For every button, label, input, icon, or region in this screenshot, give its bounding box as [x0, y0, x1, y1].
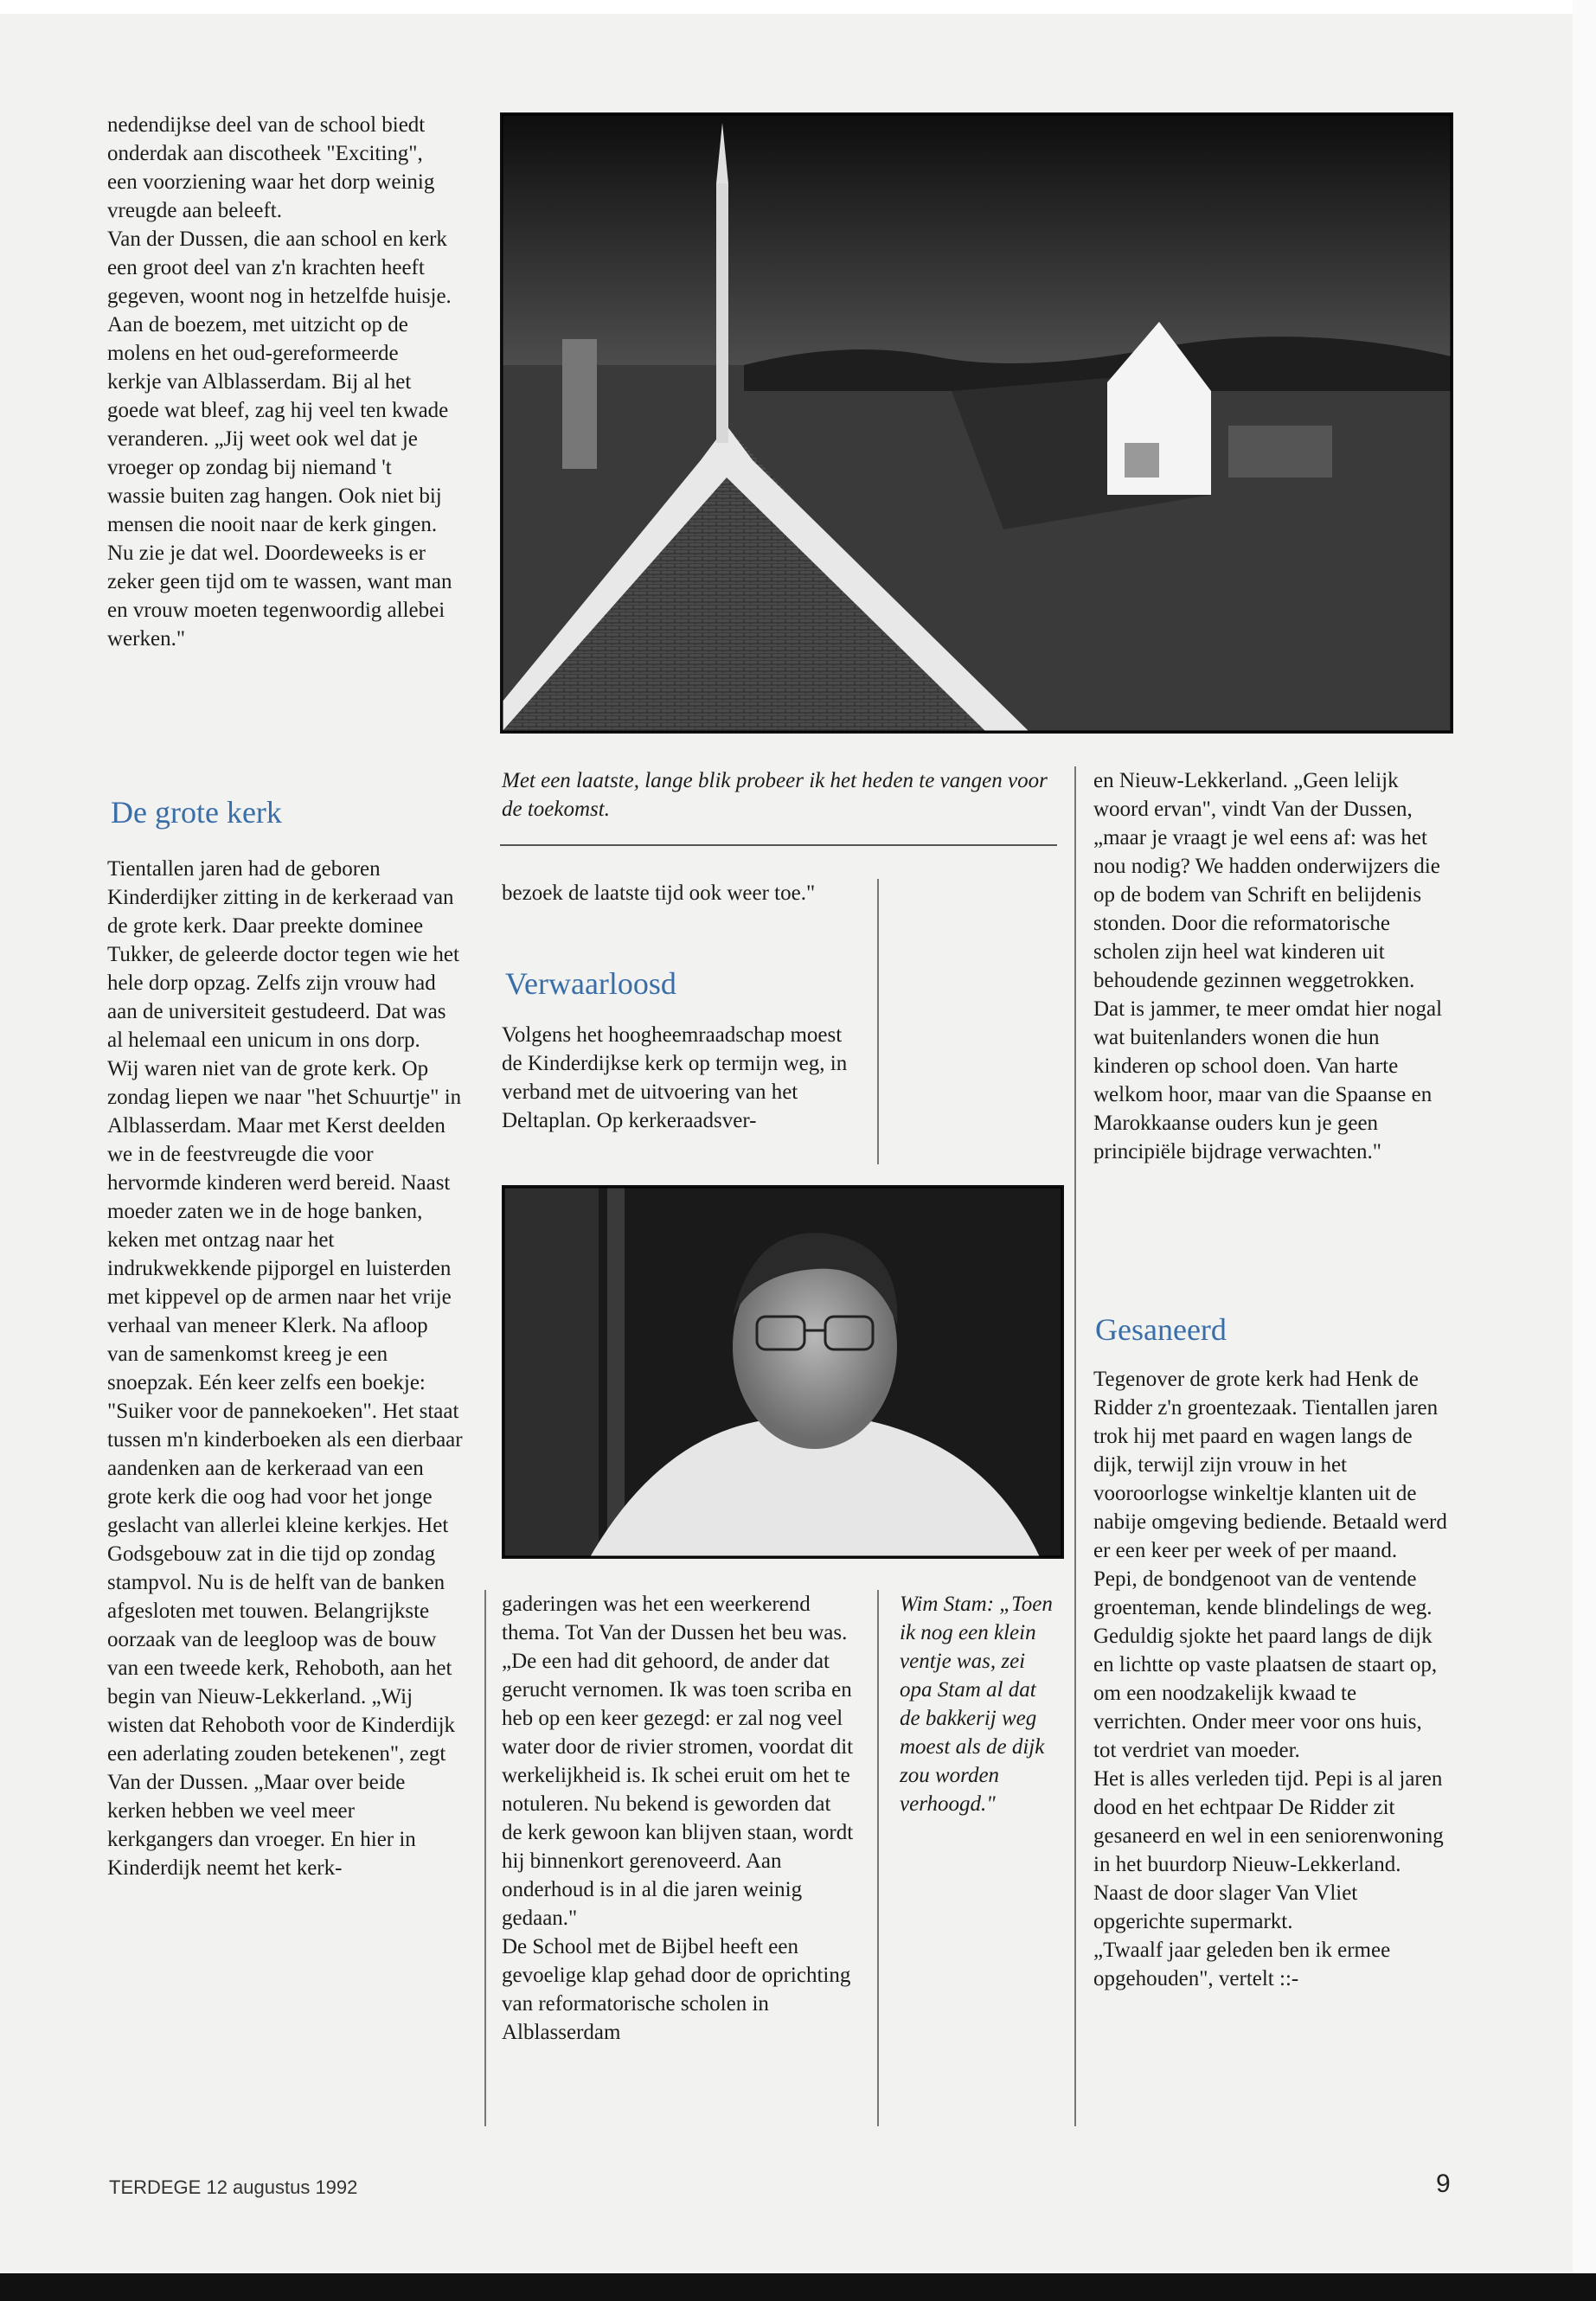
photo-caption: Met een laatste, lange blik probeer ik het heden te vangen voor de toekomst.: [502, 769, 1048, 821]
middle-paragraph-4: De School met de Bijbel heeft een gevoelige klap gehad door de oprichting van reformatorische scholen in Alblasserdam: [502, 1935, 851, 2044]
right-column-lower: [1093, 1365, 1448, 1993]
left-paragraph-3: Tientallen jaren had de geboren Kinderdijker zitting in de kerkeraad van de grote kerk. Daar preekte dominee Tukker, de geleerde doctor tegen wie het hele dorp opzag. Zelfs zijn vrouw had aan de universiteit gestudeerd. Dat was al helemaal een unicum in ons dorp.: [107, 857, 459, 1052]
rooftops-image: [502, 114, 1452, 732]
middle-lower-text: [502, 1590, 856, 2047]
middle-top-rule: [877, 879, 879, 1164]
page-number: 9: [1436, 2170, 1451, 2198]
rooftops-photo: [500, 112, 1453, 734]
middle-paragraph-1: bezoek de laatste tijd ook weer toe.": [502, 881, 816, 905]
middle-left-rule: [484, 1590, 486, 2126]
portrait-photo: [502, 1185, 1064, 1559]
heading-gesaneerd: Gesaneerd: [1095, 1312, 1227, 1347]
middle-right-rule: [877, 1590, 879, 2126]
left-paragraph-2: Van der Dussen, die aan school en kerk een groot deel van z'n krachten heeft gegeven, woont nog in hetzelfde huisje. Aan de boezem, met uitzicht op de molens en het oud-gereformeerde kerkje van Alblasserdam. Bij al het goede wat bleef, zag hij veel ten kwade veranderen. „Jij weet ook wel dat je vroeger op zondag bij niemand 't wassie buiten zag hangen. Ook niet bij mensen die nooit naar de kerk gingen. Nu zie je dat wel. Doordeweeks is er zeker geen tijd om te wassen, want man en vrouw moeten tegenwoordig allebei werken.": [107, 228, 452, 651]
right-paragraph-4: Het is alles verleden tijd. Pepi is al jaren dood en het echtpaar De Ridder zit gesaneerd en wel in een seniorenwoning in het buurdorp Nieuw-Lekkerland. Naast de door slager Van Vliet opgerichte supermarkt.: [1093, 1767, 1444, 1933]
right-paragraph-2: Tegenover de grote kerk had Henk de Ridder z'n groentezaak. Tientallen jaren trok hij met paard en wagen langs de dijk, terwijl zijn vrouw in het vooroorlogse winkeltje klanten uit de nabije omgeving bediende. Betaald werd er een keer per week of per maand.: [1093, 1368, 1447, 1562]
right-column: [1093, 766, 1448, 1166]
left-column: [107, 111, 453, 653]
heading-verwaarloosd: Verwaarloosd: [505, 966, 676, 1001]
left-column-lower: [107, 855, 464, 1882]
middle-verwaarloosd-text: [502, 1021, 856, 1135]
middle-top-text: [502, 879, 848, 907]
scan-bottom-edge: [0, 2273, 1596, 2301]
middle-paragraph-2: Volgens het hoogheemraadschap moest de Kinderdijkse kerk op termijn weg, in verband met de uitvoering van het Deltaplan. Op kerkeraadsver-: [502, 1023, 848, 1132]
right-paragraph-3: Pepi, de bondgenoot van de ventende groenteman, kende blindelings de weg. Geduldig sjokte het paard langs de dijk en lichtte op vaste plaatsen de staart op, om een noodzakelijk kwaad te verrichten. Onder meer voor ons huis, tot verdriet van moeder.: [1093, 1567, 1438, 1762]
scan-right-edge: [1573, 0, 1596, 2273]
publication-footer: TERDEGE 12 augustus 1992: [109, 2176, 358, 2198]
left-paragraph-4: Wij waren niet van de grote kerk. Op zondag liepen we naar "het Schuurtje" in Alblasserdam. Maar met Kerst deelden we in de feestvreugde die voor hervormde kinderen werd bereid. Naast moeder zaten we in de hoge banken, keken met ontzag naar het indrukwekkende pijporgel en luisterden met kippevel op de armen naar het vrije verhaal van meneer Klerk. Na afloop van de samenkomst kreeg je een snoepzak. Eén keer zelfs een boekje: "Suiker voor de pannekoeken". Het staat tussen m'n kinderboeken als een dierbaar aandenken aan de kerkeraad van een grote kerk die oog had voor het jonge geslacht van allerlei kleine kerkjes. Het Godsgebouw zat in die tijd op zondag stampvol. Nu is de helft van de banken afgesloten met touwen. Belangrijkste oorzaak van de leegloop was de bouw van een tweede kerk, Rehoboth, aan het begin van Nieuw-Lekkerland. „Wij wisten dat Rehoboth voor de Kinderdijk een aderlating zouden betekenen", zegt Van der Dussen. „Maar over beide kerken hebben we veel meer kerkgangers dan vroeger. En hier in Kinderdijk neemt het kerk-: [107, 1057, 463, 1880]
right-column-rule: [1074, 766, 1076, 2126]
heading-de-grote-kerk: De grote kerk: [111, 795, 282, 830]
caption-rule: [500, 844, 1057, 846]
left-intro-paragraph: nedendijkse deel van de school biedt onderdak aan discotheek "Exciting", een voorziening waar het dorp weinig vreugde aan beleeft.: [107, 113, 435, 222]
right-paragraph-5: „Twaalf jaar geleden ben ik ermee opgehouden", vertelt ::-: [1093, 1939, 1391, 1990]
scan-top-edge: [0, 0, 1596, 14]
portrait-image: [503, 1187, 1062, 1557]
middle-paragraph-3: gaderingen was het een weerkerend thema. Tot Van der Dussen het beu was. „De een had dit gehoord, de ander dat gerucht vernomen. Ik was toen scriba en heb op een keer gezegd: er zal nog veel water door de rivier stromen, voordat dit werkelijkheid is. Ik schei eruit om het te notuleren. Nu bekend is geworden dat de kerk gewoon kan blijven staan, wordt hij binnenkort gerenoveerd. Aan onderhoud is in al die jaren weinig gedaan.": [502, 1593, 854, 1930]
pull-quote: Wim Stam: „Toen ik nog een klein ventje was, zei opa Stam al dat de bakkerij weg moest als de dijk zou worden verhoogd.": [900, 1593, 1053, 1816]
right-paragraph-1: en Nieuw-Lekkerland. „Geen lelijk woord ervan", vindt Van der Dussen, „maar je vraagt je wel eens af: was het nou nodig? We hadden onderwijzers die op de bodem van Schrift en belijdenis stonden. Door die reformatorische scholen zijn heel wat kinderen uit behoudende gezinnen weggetrokken. Dat is jammer, te meer omdat hier nogal wat buitenlanders wonen die hun kinderen op school doen. Van harte welkom hoor, maar van die Spaanse en Marokkaanse ouders kun je geen principiële bijdrage verwachten.": [1093, 769, 1443, 1163]
